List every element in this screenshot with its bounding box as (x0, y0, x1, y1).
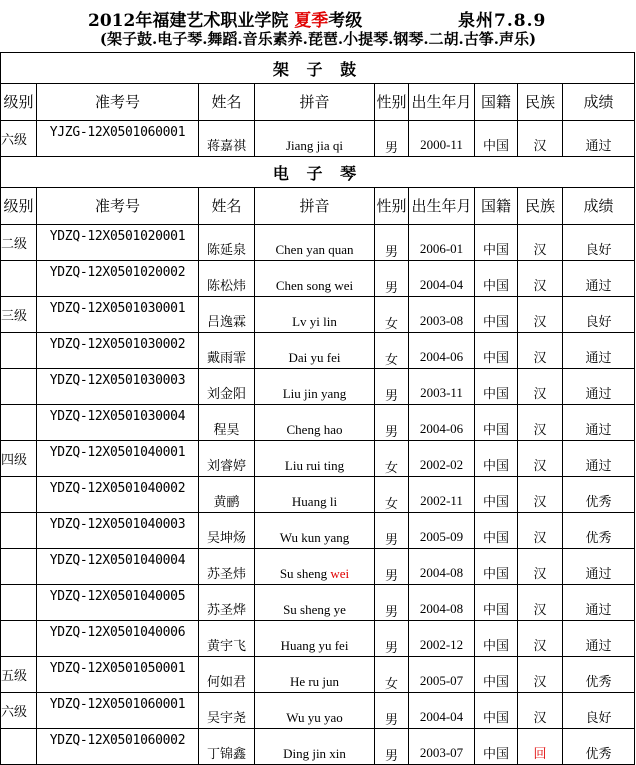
birth-cell: 2003-11 (409, 369, 475, 405)
result-cell: 通过 (563, 549, 635, 585)
name-cell: 吴坤炀 (199, 513, 255, 549)
name-cell: 刘金阳 (199, 369, 255, 405)
result-cell: 通过 (563, 621, 635, 657)
header-sex: 性别 (375, 84, 409, 121)
header-nationality: 国籍 (475, 188, 518, 225)
ethnicity-cell: 汉 (518, 333, 563, 369)
sex-cell: 男 (375, 261, 409, 297)
name-cell: 戴雨霏 (199, 333, 255, 369)
birth-cell: 2004-06 (409, 333, 475, 369)
pinyin-cell: Huang li (255, 477, 375, 513)
level-cell (1, 621, 37, 657)
name-cell: 苏圣炜 (199, 549, 255, 585)
exam-id-cell: YDZQ-12X0501050001 (37, 657, 199, 693)
table-row (1, 549, 635, 585)
results-table-body (1, 53, 635, 765)
ethnicity-cell: 汉 (518, 225, 563, 261)
table-row (1, 693, 635, 729)
birth-cell: 2005-07 (409, 657, 475, 693)
sex-cell: 男 (375, 729, 409, 765)
sex-cell: 男 (375, 369, 409, 405)
pinyin-text: Su sheng (279, 566, 331, 581)
level-cell: 五级 (1, 657, 37, 693)
level-cell: 三级 (1, 297, 37, 333)
name-cell: 吕逸霖 (199, 297, 255, 333)
ethnicity-cell: 汉 (518, 657, 563, 693)
pinyin-cell: Chen yan quan (255, 225, 375, 261)
pinyin-cell: Wu kun yang (255, 513, 375, 549)
result-cell: 通过 (563, 369, 635, 405)
header-result: 成绩 (563, 188, 635, 225)
nationality-cell: 中国 (475, 121, 518, 157)
header-level: 级别 (1, 188, 37, 225)
pinyin-cell: Liu rui ting (255, 441, 375, 477)
header-name: 姓名 (199, 188, 255, 225)
level-cell (1, 513, 37, 549)
nationality-cell: 中国 (475, 585, 518, 621)
result-cell: 通过 (563, 333, 635, 369)
table-row (1, 261, 635, 297)
level-cell (1, 549, 37, 585)
birth-cell: 2003-08 (409, 297, 475, 333)
table-row (1, 621, 635, 657)
ethnicity-cell: 汉 (518, 261, 563, 297)
nationality-cell: 中国 (475, 693, 518, 729)
nationality-cell: 中国 (475, 729, 518, 765)
sex-cell: 男 (375, 225, 409, 261)
page-title (0, 2, 636, 30)
title-season: 夏季 (294, 11, 329, 31)
level-cell (1, 369, 37, 405)
title-prefix: 2012年福建艺术职业学院 (88, 11, 295, 31)
sex-cell: 女 (375, 441, 409, 477)
exam-id-cell: YDZQ-12X0501060001 (37, 693, 199, 729)
header-id: 准考号 (37, 84, 199, 121)
birth-cell: 2004-04 (409, 693, 475, 729)
header-row (1, 84, 635, 121)
exam-id-cell: YDZQ-12X0501040002 (37, 477, 199, 513)
level-cell: 六级 (1, 121, 37, 157)
level-cell: 二级 (1, 225, 37, 261)
nationality-cell: 中国 (475, 441, 518, 477)
exam-id-cell: YDZQ-12X0501030002 (37, 333, 199, 369)
nationality-cell: 中国 (475, 297, 518, 333)
table-row (1, 585, 635, 621)
nationality-cell: 中国 (475, 549, 518, 585)
pinyin-cell: Liu jin yang (255, 369, 375, 405)
pinyin-cell: Huang yu fei (255, 621, 375, 657)
header-level: 级别 (1, 84, 37, 121)
table-row (1, 657, 635, 693)
name-cell: 丁锦鑫 (199, 729, 255, 765)
pinyin-cell: Su sheng ye (255, 585, 375, 621)
exam-id-cell: YDZQ-12X0501020002 (37, 261, 199, 297)
sex-cell: 女 (375, 657, 409, 693)
exam-id-cell: YDZQ-12X0501030003 (37, 369, 199, 405)
nationality-cell: 中国 (475, 369, 518, 405)
exam-id-cell: YDZQ-12X0501040006 (37, 621, 199, 657)
ethnicity-cell: 汉 (518, 585, 563, 621)
header-nationality: 国籍 (475, 84, 518, 121)
pinyin-cell: Ding jin xin (255, 729, 375, 765)
nationality-cell: 中国 (475, 513, 518, 549)
ethnicity-cell: 汉 (518, 513, 563, 549)
result-cell: 通过 (563, 405, 635, 441)
name-cell: 陈延泉 (199, 225, 255, 261)
birth-cell: 2004-06 (409, 405, 475, 441)
header-sex: 性别 (375, 188, 409, 225)
table-row (1, 477, 635, 513)
table-row (1, 405, 635, 441)
header-birth: 出生年月 (409, 84, 475, 121)
level-cell (1, 585, 37, 621)
table-row (1, 333, 635, 369)
table-row (1, 369, 635, 405)
ethnicity-cell: 汉 (518, 477, 563, 513)
result-cell: 优秀 (563, 657, 635, 693)
result-cell: 良好 (563, 225, 635, 261)
level-cell (1, 333, 37, 369)
name-cell: 蒋嘉祺 (199, 121, 255, 157)
header-pinyin: 拼音 (255, 84, 375, 121)
pinyin-cell (255, 549, 375, 585)
level-cell (1, 729, 37, 765)
birth-cell: 2004-04 (409, 261, 475, 297)
nationality-cell: 中国 (475, 225, 518, 261)
header-pinyin: 拼音 (255, 188, 375, 225)
table-row (1, 729, 635, 765)
sex-cell: 女 (375, 477, 409, 513)
section-title: 电 子 琴 (1, 157, 635, 188)
nationality-cell: 中国 (475, 621, 518, 657)
result-cell: 良好 (563, 693, 635, 729)
birth-cell: 2000-11 (409, 121, 475, 157)
nationality-cell: 中国 (475, 261, 518, 297)
birth-cell: 2005-09 (409, 513, 475, 549)
birth-cell: 2002-02 (409, 441, 475, 477)
level-cell (1, 405, 37, 441)
header-row (1, 188, 635, 225)
ethnicity-cell: 汉 (518, 121, 563, 157)
pinyin-highlight: wei (330, 566, 350, 581)
exam-id-cell: YDZQ-12X0501040005 (37, 585, 199, 621)
sex-cell: 男 (375, 121, 409, 157)
table-row (1, 225, 635, 261)
exam-id-cell: YDZQ-12X0501040004 (37, 549, 199, 585)
section-title-row (1, 157, 635, 188)
result-cell: 通过 (563, 441, 635, 477)
table-row (1, 297, 635, 333)
name-cell: 何如君 (199, 657, 255, 693)
level-cell: 六级 (1, 693, 37, 729)
name-cell: 苏圣烨 (199, 585, 255, 621)
table-row (1, 121, 635, 157)
header-birth: 出生年月 (409, 188, 475, 225)
level-cell (1, 261, 37, 297)
pinyin-cell: Chen song wei (255, 261, 375, 297)
header-ethnicity: 民族 (518, 84, 563, 121)
name-cell: 刘睿婷 (199, 441, 255, 477)
ethnicity-cell: 汉 (518, 549, 563, 585)
title-city-date: 泉州7.8.9 (458, 11, 547, 31)
birth-cell: 2002-11 (409, 477, 475, 513)
ethnicity-cell: 回 (518, 729, 563, 765)
level-cell (1, 477, 37, 513)
name-cell: 程昊 (199, 405, 255, 441)
ethnicity-cell: 汉 (518, 297, 563, 333)
name-cell: 黄宇飞 (199, 621, 255, 657)
table-row (1, 513, 635, 549)
exam-id-cell: YDZQ-12X0501030001 (37, 297, 199, 333)
header-result: 成绩 (563, 84, 635, 121)
pinyin-cell: He ru jun (255, 657, 375, 693)
birth-cell: 2004-08 (409, 585, 475, 621)
sex-cell: 男 (375, 405, 409, 441)
sex-cell: 男 (375, 549, 409, 585)
exam-id-cell: YDZQ-12X0501020001 (37, 225, 199, 261)
birth-cell: 2003-07 (409, 729, 475, 765)
section-title-row (1, 53, 635, 84)
nationality-cell: 中国 (475, 657, 518, 693)
title-suffix: 考级 (328, 11, 363, 31)
exam-id-cell: YDZQ-12X0501030004 (37, 405, 199, 441)
name-cell: 黄鹂 (199, 477, 255, 513)
result-cell: 优秀 (563, 729, 635, 765)
sex-cell: 男 (375, 513, 409, 549)
page-subtitle: (架子鼓.电子琴.舞蹈.音乐素养.琵琶.小提琴.钢琴.二胡.古筝.声乐) (99, 30, 537, 48)
pinyin-cell: Lv yi lin (255, 297, 375, 333)
ethnicity-cell: 汉 (518, 621, 563, 657)
result-cell: 通过 (563, 261, 635, 297)
result-cell: 良好 (563, 297, 635, 333)
result-cell: 通过 (563, 121, 635, 157)
exam-id-cell: YJZG-12X0501060001 (37, 121, 199, 157)
name-cell: 陈松炜 (199, 261, 255, 297)
birth-cell: 2002-12 (409, 621, 475, 657)
exam-id-cell: YDZQ-12X0501060002 (37, 729, 199, 765)
ethnicity-cell: 汉 (518, 693, 563, 729)
header-ethnicity: 民族 (518, 188, 563, 225)
nationality-cell: 中国 (475, 333, 518, 369)
sex-cell: 男 (375, 621, 409, 657)
pinyin-cell: Cheng hao (255, 405, 375, 441)
exam-id-cell: YDZQ-12X0501040001 (37, 441, 199, 477)
birth-cell: 2006-01 (409, 225, 475, 261)
result-cell: 通过 (563, 585, 635, 621)
table-row (1, 441, 635, 477)
exam-id-cell: YDZQ-12X0501040003 (37, 513, 199, 549)
ethnicity-cell: 汉 (518, 369, 563, 405)
header-name: 姓名 (199, 84, 255, 121)
pinyin-cell: Wu yu yao (255, 693, 375, 729)
sex-cell: 男 (375, 585, 409, 621)
sex-cell: 男 (375, 693, 409, 729)
ethnicity-cell: 汉 (518, 405, 563, 441)
sex-cell: 女 (375, 333, 409, 369)
result-cell: 优秀 (563, 477, 635, 513)
results-table (0, 52, 635, 765)
sex-cell: 女 (375, 297, 409, 333)
pinyin-cell: Jiang jia qi (255, 121, 375, 157)
nationality-cell: 中国 (475, 477, 518, 513)
result-cell: 优秀 (563, 513, 635, 549)
ethnicity-cell: 汉 (518, 441, 563, 477)
header-id: 准考号 (37, 188, 199, 225)
pinyin-cell: Dai yu fei (255, 333, 375, 369)
name-cell: 吴宇尧 (199, 693, 255, 729)
nationality-cell: 中国 (475, 405, 518, 441)
birth-cell: 2004-08 (409, 549, 475, 585)
section-title: 架 子 鼓 (1, 53, 635, 84)
level-cell: 四级 (1, 441, 37, 477)
